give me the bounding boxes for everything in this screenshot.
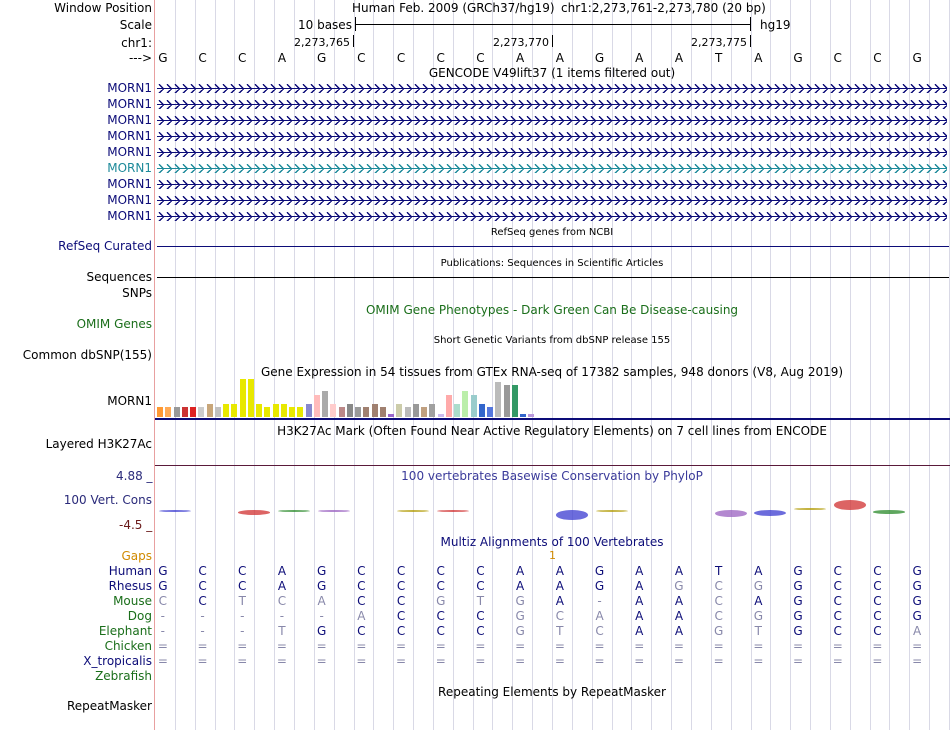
sequence-base: G	[316, 51, 327, 65]
sequence-base: C	[357, 51, 366, 65]
gencode-track-title[interactable]: GENCODE V49lift37 (1 items filtered out)	[428, 66, 676, 80]
alignment-base: C	[833, 564, 842, 578]
alignment-base: =	[753, 639, 764, 653]
refseq-track-title[interactable]: RefSeq genes from NCBI	[490, 227, 614, 238]
alignment-base: G	[713, 624, 724, 638]
gtex-tissue-bar[interactable]	[396, 404, 402, 417]
alignment-base: A	[555, 594, 564, 608]
alignment-base: G	[753, 609, 763, 623]
gtex-track-title[interactable]: Gene Expression in 54 tissues from GTEx RNA-seq of 17382 samples, 948 donors (V8, Aug 2019)	[260, 365, 844, 379]
alignment-base: G	[793, 564, 803, 578]
conservation-mark	[715, 510, 747, 517]
alignment-base: =	[793, 654, 804, 668]
alignment-base: =	[594, 654, 605, 668]
alignment-base: =	[872, 639, 883, 653]
alignment-base: =	[594, 639, 605, 653]
alignment-base: G	[158, 579, 168, 593]
gencode-transcript-label[interactable]: MORN1	[107, 113, 152, 127]
alignment-base: C	[476, 624, 485, 638]
gtex-tissue-bar[interactable]	[281, 404, 287, 417]
alignment-base: C	[396, 579, 406, 593]
gtex-tissue-bar[interactable]	[207, 404, 213, 417]
alignment-base: =	[554, 639, 565, 653]
species-label[interactable]: Mouse	[113, 594, 152, 608]
gencode-transcript-label[interactable]: MORN1	[107, 161, 152, 175]
scale-bar-right-tick	[750, 17, 751, 31]
alignment-base: C	[158, 594, 168, 608]
alignment-base: -	[160, 624, 166, 638]
common-dbsnp-label[interactable]: Common dbSNP(155)	[22, 348, 152, 362]
alignment-base: C	[198, 564, 207, 578]
h3k27ac-baseline	[155, 465, 950, 466]
alignment-base: A	[516, 564, 525, 578]
gtex-tissue-bar[interactable]	[157, 407, 163, 417]
sequence-base: C	[476, 51, 485, 65]
window-position-label[interactable]: Window Position	[54, 1, 152, 15]
gencode-transcript-label[interactable]: MORN1	[107, 97, 152, 111]
species-label[interactable]: Rhesus	[108, 579, 152, 593]
alignment-base: =	[157, 654, 168, 668]
alignment-base: C	[238, 564, 247, 578]
alignment-base: =	[673, 654, 684, 668]
alignment-base: -	[200, 609, 205, 623]
alignment-base: -	[160, 609, 166, 623]
sequence-base: A	[674, 51, 684, 65]
gtex-tissue-bar[interactable]	[273, 404, 279, 417]
multiz-track-title[interactable]: Multiz Alignments of 100 Vertebrates	[440, 535, 664, 549]
conservation-mark	[437, 510, 469, 512]
alignment-base: A	[277, 579, 287, 593]
alignment-base: C	[277, 594, 287, 608]
conservation-min-label: -4.5 _	[119, 518, 153, 532]
sequences-line[interactable]	[157, 277, 949, 278]
alignment-base: G	[316, 579, 327, 593]
alignment-base: A	[555, 564, 564, 578]
gtex-tissue-bar[interactable]	[306, 404, 312, 417]
alignment-base: C	[476, 579, 485, 593]
alignment-base: C	[833, 579, 842, 593]
gtex-tissue-bar[interactable]	[446, 395, 452, 417]
refseq-curated-label[interactable]: RefSeq Curated	[58, 239, 152, 253]
gtex-tissue-bar[interactable]	[355, 407, 361, 417]
alignment-base: =	[475, 639, 486, 653]
alignment-base: T	[476, 594, 485, 608]
alignment-base: =	[912, 639, 923, 653]
alignment-base: =	[276, 639, 287, 653]
alignment-base: =	[912, 654, 923, 668]
scale-bar	[355, 24, 751, 25]
gtex-tissue-bar[interactable]	[297, 407, 303, 417]
alignment-base: C	[396, 564, 406, 578]
gtex-tissue-bar[interactable]	[215, 407, 221, 417]
conservation-mark	[238, 510, 270, 515]
conservation-mark	[754, 510, 786, 516]
gencode-transcript-line[interactable]	[157, 116, 947, 125]
alignment-base: G	[912, 564, 922, 578]
sequence-base: A	[555, 51, 564, 65]
alignment-base: G	[793, 624, 803, 638]
gtex-tissue-bar[interactable]	[248, 379, 254, 417]
alignment-base: =	[276, 654, 287, 668]
sequence-base: C	[436, 51, 445, 65]
alignment-base: G	[316, 564, 327, 578]
gtex-tissue-bar[interactable]	[528, 414, 534, 417]
conservation-mark	[159, 510, 191, 512]
conservation-mark	[873, 510, 905, 514]
conservation-track-title[interactable]: 100 vertebrates Basewise Conservation by PhyloP	[401, 469, 703, 483]
refseq-gene-line[interactable]	[157, 246, 949, 247]
gtex-tissue-bar[interactable]	[231, 404, 237, 417]
position-text: chr1:2,273,761-2,273,780 (20 bp)	[561, 1, 766, 15]
gencode-transcript-line[interactable]	[157, 148, 947, 157]
gtex-tissue-bar[interactable]	[363, 407, 369, 417]
alignment-base: =	[634, 639, 645, 653]
gtex-tissue-bar[interactable]	[314, 395, 320, 417]
gencode-transcript-label[interactable]: MORN1	[107, 193, 152, 207]
omim-genes-label[interactable]: OMIM Genes	[76, 317, 152, 331]
alignment-base: G	[436, 594, 446, 608]
alignment-base: =	[515, 654, 526, 668]
alignment-base: C	[396, 609, 406, 623]
alignment-base: -	[240, 624, 245, 638]
gencode-transcript-label[interactable]: MORN1	[107, 177, 152, 191]
alignment-base: C	[873, 609, 882, 623]
alignment-base: G	[912, 579, 922, 593]
alignment-base: C	[714, 579, 723, 593]
gtex-tissue-bar[interactable]	[372, 404, 378, 417]
alignment-base: C	[595, 624, 604, 638]
position-tick-1: 2,273,765	[294, 36, 350, 49]
gencode-transcript-line[interactable]	[157, 212, 947, 221]
alignment-base: A	[357, 609, 366, 623]
conservation-mark	[834, 500, 866, 510]
gtex-tissue-bar[interactable]	[520, 414, 526, 417]
conservation-mark	[397, 510, 429, 512]
alignment-base: =	[673, 639, 684, 653]
alignment-base: C	[238, 579, 247, 593]
gencode-transcript-label[interactable]: MORN1	[107, 81, 152, 95]
alignment-base: G	[793, 594, 803, 608]
alignment-base: C	[396, 594, 406, 608]
alignment-base: G	[594, 564, 605, 578]
conservation-mark	[556, 510, 588, 520]
gencode-transcript-line[interactable]	[157, 84, 947, 93]
position-tick-mark-3	[750, 35, 751, 47]
alignment-base: A	[754, 564, 763, 578]
gtex-tissue-bar[interactable]	[330, 404, 336, 417]
gtex-tissue-bar[interactable]	[256, 404, 262, 417]
gtex-tissue-bar[interactable]	[487, 407, 493, 417]
alignment-base: C	[198, 579, 207, 593]
gtex-tissue-bar[interactable]	[347, 404, 353, 417]
h3k27ac-track-title[interactable]: H3K27Ac Mark (Often Found Near Active Regulatory Elements) on 7 cell lines from ENCODE	[277, 424, 827, 438]
alignment-base: =	[753, 654, 764, 668]
gtex-tissue-bar[interactable]	[405, 407, 411, 417]
strand-arrow-label[interactable]: --->	[128, 51, 152, 65]
alignment-base: =	[872, 654, 883, 668]
sequence-base: C	[873, 51, 882, 65]
gtex-baseline	[155, 418, 950, 420]
alignment-base: C	[357, 624, 366, 638]
alignment-base: A	[754, 594, 763, 608]
chrom-label[interactable]: chr1:	[121, 36, 152, 50]
alignment-base: C	[714, 594, 723, 608]
position-tick-3: 2,273,775	[691, 36, 747, 49]
gencode-transcript-line[interactable]	[157, 100, 947, 109]
sequence-base: G	[158, 51, 168, 65]
gtex-tissue-bar[interactable]	[380, 407, 386, 417]
alignment-base: G	[594, 579, 605, 593]
alignment-base: =	[713, 639, 724, 653]
alignment-base: A	[317, 594, 326, 608]
alignment-base: =	[356, 654, 367, 668]
alignment-base: T	[754, 624, 763, 638]
alignment-base: G	[793, 579, 803, 593]
alignment-base: G	[674, 579, 684, 593]
alignment-base: =	[832, 639, 843, 653]
alignment-base: A	[635, 564, 644, 578]
alignment-base: A	[635, 594, 644, 608]
alignment-base: =	[793, 639, 804, 653]
gtex-tissue-bar[interactable]	[264, 407, 270, 417]
alignment-base: =	[237, 654, 248, 668]
alignment-base: A	[516, 579, 525, 593]
alignment-base: G	[515, 624, 525, 638]
alignment-base: =	[356, 639, 367, 653]
gtex-tissue-bar[interactable]	[339, 407, 345, 417]
scale-bar-left-tick	[355, 17, 356, 31]
gtex-tissue-bar[interactable]	[240, 379, 246, 417]
alignment-base: A	[635, 609, 644, 623]
sequences-label[interactable]: Sequences	[86, 270, 152, 284]
alignment-base: A	[635, 579, 644, 593]
gtex-tissue-bar[interactable]	[429, 404, 435, 417]
alignment-base: C	[873, 624, 882, 638]
alignment-base: A	[635, 624, 644, 638]
repeatmasker-track-title[interactable]: Repeating Elements by RepeatMasker	[438, 685, 666, 699]
alignment-base: =	[435, 654, 446, 668]
alignment-base: A	[674, 609, 684, 623]
gtex-tissue-bar[interactable]	[190, 407, 196, 417]
species-label[interactable]: Human	[108, 564, 152, 578]
conservation-max-label: 4.88 _	[116, 469, 153, 483]
alignment-base: =	[396, 654, 407, 668]
alignment-base: =	[832, 654, 843, 668]
alignment-base: C	[357, 564, 366, 578]
alignment-base: =	[515, 639, 526, 653]
publications-track-title[interactable]: Publications: Sequences in Scientific Articles	[440, 258, 664, 269]
gencode-transcript-line[interactable]	[157, 164, 947, 173]
alignment-base: T	[278, 624, 286, 638]
alignment-base: C	[555, 609, 565, 623]
gtex-tissue-bar[interactable]	[504, 385, 510, 417]
gencode-transcript-line[interactable]	[157, 180, 947, 189]
alignment-base: G	[515, 609, 525, 623]
alignment-base: G	[793, 609, 803, 623]
gtex-tissue-bar[interactable]	[479, 404, 485, 417]
alignment-base: C	[436, 609, 445, 623]
alignment-base: -	[319, 609, 324, 623]
alignment-base: G	[316, 624, 327, 638]
position-tick-mark-1	[353, 35, 354, 47]
gtex-tissue-bar[interactable]	[438, 414, 444, 417]
omim-track-title[interactable]: OMIM Gene Phenotypes - Dark Green Can Be Disease-causing	[365, 303, 739, 317]
gtex-tissue-bar[interactable]	[322, 391, 328, 417]
alignment-base: -	[240, 609, 245, 623]
gtex-tissue-bar[interactable]	[165, 407, 171, 417]
gtex-tissue-bar[interactable]	[471, 395, 477, 417]
assembly-text: Human Feb. 2009 (GRCh37/hg19)	[352, 1, 555, 15]
alignment-base: C	[357, 594, 366, 608]
species-label[interactable]: Elephant	[98, 624, 152, 638]
gtex-tissue-bar[interactable]	[223, 404, 229, 417]
alignment-base: =	[634, 654, 645, 668]
alignment-base: =	[157, 639, 168, 653]
sequence-base: C	[833, 51, 842, 65]
scale-label[interactable]: Scale	[119, 18, 152, 32]
sequence-base: G	[793, 51, 803, 65]
alignment-base: C	[873, 564, 882, 578]
gtex-tissue-bar[interactable]	[289, 407, 295, 417]
h3k27ac-label[interactable]: Layered H3K27Ac	[45, 437, 152, 451]
sequence-base: G	[594, 51, 605, 65]
species-label[interactable]: Dog	[127, 609, 152, 623]
gencode-transcript-label[interactable]: MORN1	[107, 129, 152, 143]
alignment-base: =	[237, 639, 248, 653]
sequence-base: T	[714, 51, 723, 65]
alignment-base: C	[873, 594, 882, 608]
gtex-gene-label[interactable]: MORN1	[107, 394, 152, 408]
gtex-tissue-bar[interactable]	[512, 385, 518, 417]
alignment-base: C	[476, 609, 485, 623]
gencode-transcript-line[interactable]	[157, 196, 947, 205]
alignment-base: C	[714, 609, 723, 623]
alignment-base: A	[595, 609, 604, 623]
alignment-base: A	[555, 579, 564, 593]
species-label[interactable]: Zebrafish	[95, 669, 152, 683]
alignment-base: C	[436, 564, 445, 578]
gtex-tissue-bar[interactable]	[182, 407, 188, 417]
sequence-base: A	[516, 51, 525, 65]
alignment-base: -	[597, 594, 602, 608]
alignment-base: =	[316, 654, 327, 668]
alignment-base: C	[436, 579, 445, 593]
gencode-transcript-line[interactable]	[157, 132, 947, 141]
db-text: hg19	[760, 18, 791, 32]
gaps-label[interactable]: Gaps	[121, 549, 152, 563]
sequence-base: C	[238, 51, 247, 65]
species-label[interactable]: Chicken	[104, 639, 152, 653]
gtex-tissue-bar[interactable]	[495, 382, 501, 417]
position-tick-2: 2,273,770	[493, 36, 549, 49]
alignment-base: G	[753, 579, 763, 593]
alignment-base: A	[674, 594, 684, 608]
snps-label[interactable]: SNPs	[122, 286, 152, 300]
alignment-base: -	[200, 624, 205, 638]
position-tick-mark-2	[552, 35, 553, 47]
gtex-tissue-bar[interactable]	[462, 391, 468, 417]
alignment-base: =	[713, 654, 724, 668]
alignment-base: A	[277, 564, 287, 578]
alignment-base: C	[198, 594, 207, 608]
alignment-base: T	[714, 564, 723, 578]
sequence-base: A	[635, 51, 644, 65]
alignment-base: =	[475, 654, 486, 668]
alignment-base: C	[436, 624, 445, 638]
sequence-base: G	[912, 51, 922, 65]
alignment-base: =	[316, 639, 327, 653]
species-label[interactable]: X_tropicalis	[83, 654, 152, 668]
alignment-base: A	[674, 624, 684, 638]
alignment-base: A	[674, 564, 684, 578]
alignment-base: A	[913, 624, 922, 638]
gtex-tissue-bar[interactable]	[454, 404, 460, 417]
alignment-base: =	[197, 654, 208, 668]
repeatmasker-label[interactable]: RepeatMasker	[66, 699, 152, 713]
sequence-base: C	[198, 51, 207, 65]
gtex-tissue-bar[interactable]	[174, 407, 180, 417]
alignment-base: -	[279, 609, 285, 623]
scale-text: 10 bases	[298, 18, 352, 32]
alignment-base: =	[197, 639, 208, 653]
alignment-base: T	[238, 594, 246, 608]
alignment-base: G	[158, 564, 168, 578]
alignment-base: C	[833, 624, 842, 638]
gtex-tissue-bar[interactable]	[421, 407, 427, 417]
short-variants-title[interactable]: Short Genetic Variants from dbSNP release 155	[433, 335, 671, 346]
conservation-mark	[596, 510, 628, 512]
alignment-base: C	[833, 594, 842, 608]
alignment-base: T	[556, 624, 564, 638]
gtex-tissue-bar[interactable]	[413, 404, 419, 417]
sequence-base: A	[754, 51, 763, 65]
alignment-base: G	[515, 594, 525, 608]
conservation-label[interactable]: 100 Vert. Cons	[63, 493, 152, 507]
conservation-mark	[794, 508, 826, 510]
alignment-base: C	[833, 609, 842, 623]
gtex-tissue-bar[interactable]	[388, 414, 394, 417]
alignment-base: =	[554, 654, 565, 668]
gencode-transcript-label[interactable]: MORN1	[107, 145, 152, 159]
sequence-base: C	[396, 51, 406, 65]
gtex-tissue-bar[interactable]	[198, 407, 204, 417]
conservation-mark	[278, 510, 310, 512]
alignment-base: C	[476, 564, 485, 578]
alignment-base: G	[912, 609, 922, 623]
alignment-base: =	[435, 639, 446, 653]
alignment-base: C	[357, 579, 366, 593]
gaps-mark: 1	[549, 549, 556, 562]
alignment-base: C	[873, 579, 882, 593]
sequence-base: A	[277, 51, 287, 65]
gencode-transcript-label[interactable]: MORN1	[107, 209, 152, 223]
alignment-base: C	[396, 624, 406, 638]
alignment-base: G	[912, 594, 922, 608]
alignment-base: =	[396, 639, 407, 653]
